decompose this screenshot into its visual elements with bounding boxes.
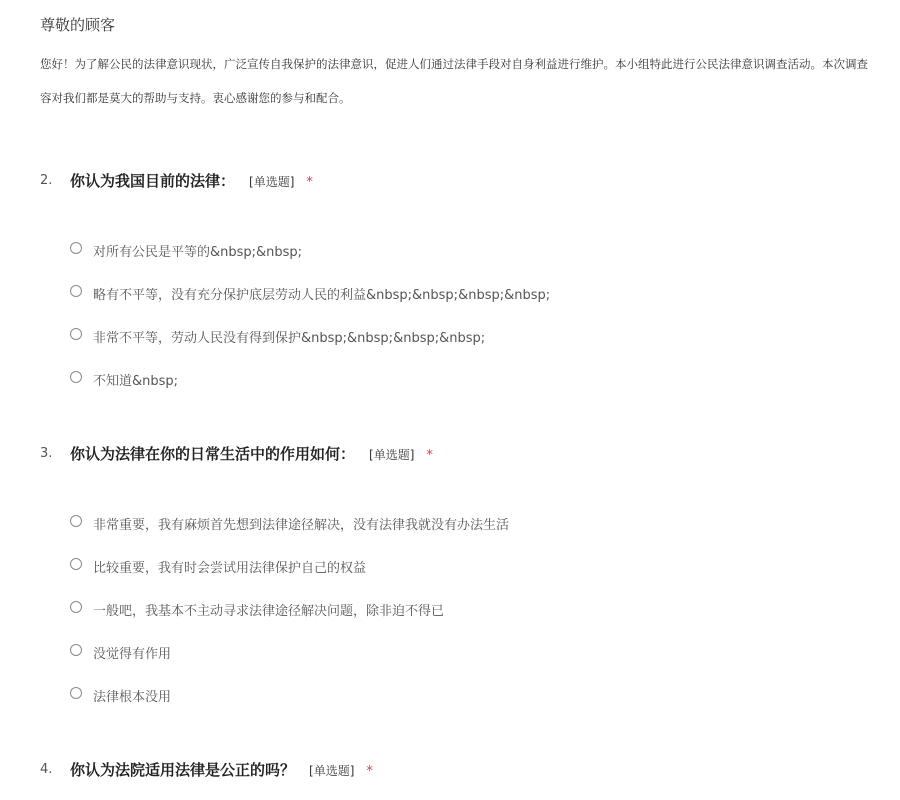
option-label: 非常重要，我有麻烦首先想到法律途径解决，没有法律我就没有办法生活 — [93, 518, 510, 533]
greeting-heading: 尊敬的顾客 — [40, 16, 116, 34]
option-label: 法律根本没用 — [93, 690, 172, 705]
option-label: 没觉得有作用 — [93, 647, 172, 662]
required-marker: * — [426, 448, 433, 463]
radio-circle-icon[interactable] — [70, 242, 82, 254]
question-title: 你认为法院适用法律是公正的吗？ [单选题] * — [70, 761, 373, 779]
option-label: 对所有公民是平等的&nbsp;&nbsp; — [93, 245, 303, 260]
radio-circle-icon[interactable] — [70, 687, 82, 699]
radio-circle-icon[interactable] — [70, 644, 82, 656]
radio-circle-icon[interactable] — [70, 558, 82, 570]
radio-circle-icon[interactable] — [70, 515, 82, 527]
question-title: 你认为我国目前的法律： [单选题] * — [70, 172, 313, 190]
option-label: 一般吧，我基本不主动寻求法律途径解决问题，除非迫不得已 — [93, 604, 445, 619]
option-label: 比较重要，我有时会尝试用法律保护自己的权益 — [93, 561, 367, 576]
option-label: 非常不平等，劳动人民没有得到保护&nbsp;&nbsp;&nbsp;&nbsp; — [93, 331, 486, 346]
intro-line-1: 您好！为了解公民的法律意识现状，广泛宣传自我保护的法律意识，促进人们通过法律手段对自身利益进行维护。本小组特此进行公民法律意识调查活动。本次调查 — [40, 57, 868, 71]
radio-circle-icon[interactable] — [70, 328, 82, 340]
intro-line-2: 容对我们都是莫大的帮助与支持。衷心感谢您的参与和配合。 — [40, 91, 351, 105]
question-type-tag: [单选题] — [309, 764, 355, 778]
option-label: 不知道&nbsp; — [93, 374, 179, 389]
option-label: 略有不平等，没有充分保护底层劳动人民的利益&nbsp;&nbsp;&nbsp;&nbsp; — [93, 288, 551, 303]
radio-circle-icon[interactable] — [70, 285, 82, 297]
required-marker: * — [366, 764, 373, 779]
required-marker: * — [306, 175, 313, 190]
question-type-tag: [单选题] — [369, 448, 415, 462]
question-title: 你认为法律在你的日常生活中的作用如何： [单选题] * — [70, 445, 433, 463]
question-type-tag: [单选题] — [249, 175, 295, 189]
question-number: 4. — [40, 762, 53, 777]
question-number: 2. — [40, 173, 53, 188]
radio-circle-icon[interactable] — [70, 601, 82, 613]
question-number: 3. — [40, 446, 53, 461]
radio-circle-icon[interactable] — [70, 371, 82, 383]
